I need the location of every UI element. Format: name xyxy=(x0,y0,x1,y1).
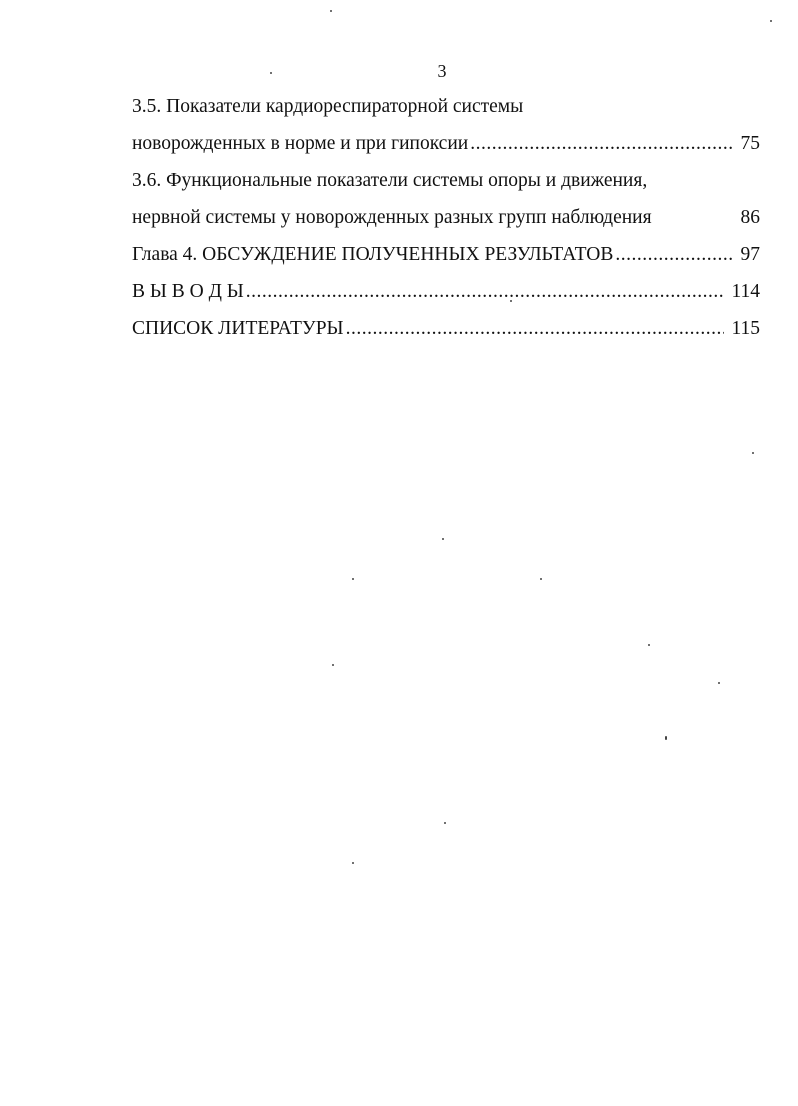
toc-entry-label: В Ы В О Д Ы xyxy=(132,281,244,302)
toc-entry-page: 75 xyxy=(740,133,760,154)
scan-speck xyxy=(330,10,332,12)
toc-entry-label: Глава 4. ОБСУЖДЕНИЕ ПОЛУЧЕННЫХ РЕЗУЛЬТАТОВ xyxy=(132,244,614,265)
scan-speck xyxy=(444,822,446,824)
scan-speck xyxy=(752,452,754,454)
toc-leader-dots xyxy=(346,310,725,347)
scan-speck xyxy=(442,538,444,540)
toc-entry-label: СПИСОК ЛИТЕРАТУРЫ xyxy=(132,318,344,339)
scan-speck xyxy=(718,682,720,684)
toc-entry-references xyxy=(132,310,760,347)
toc-leader-dots xyxy=(470,125,733,162)
toc-entry-3-6-title xyxy=(132,162,760,199)
scan-speck xyxy=(770,20,772,22)
toc-entry-3-5 xyxy=(132,125,760,162)
scan-speck xyxy=(540,578,542,580)
scan-speck xyxy=(648,644,650,646)
toc-entry-label: нервной системы у новорожденных разных групп наблюдения xyxy=(132,207,652,228)
toc-entry-page: 115 xyxy=(731,318,760,339)
scan-speck xyxy=(270,72,272,74)
scan-speck xyxy=(332,664,334,666)
toc-entry-3-6 xyxy=(132,199,760,236)
toc-entry-conclusions xyxy=(132,273,760,310)
scan-speck xyxy=(665,736,667,740)
toc-entry-label: 3.5. Показатели кардиореспираторной системы xyxy=(132,96,524,117)
toc-leader-dots xyxy=(246,273,725,310)
toc-leader-dots xyxy=(615,236,733,273)
scan-speck xyxy=(510,300,512,302)
toc-entry-label: 3.6. Функциональные показатели системы опоры и движения, xyxy=(132,170,648,191)
scan-speck xyxy=(352,862,354,864)
toc-entry-page: 86 xyxy=(740,207,760,228)
toc-entry-page: 114 xyxy=(731,281,760,302)
scan-speck xyxy=(352,578,354,580)
toc-entry-label: новорожденных в норме и при гипоксии xyxy=(132,133,469,154)
toc-entry-3-5-title xyxy=(132,88,760,125)
toc-entry-chapter-4 xyxy=(132,236,760,273)
table-of-contents xyxy=(132,88,760,347)
toc-entry-page: 97 xyxy=(740,244,760,265)
page-number: 3 xyxy=(437,61,447,81)
